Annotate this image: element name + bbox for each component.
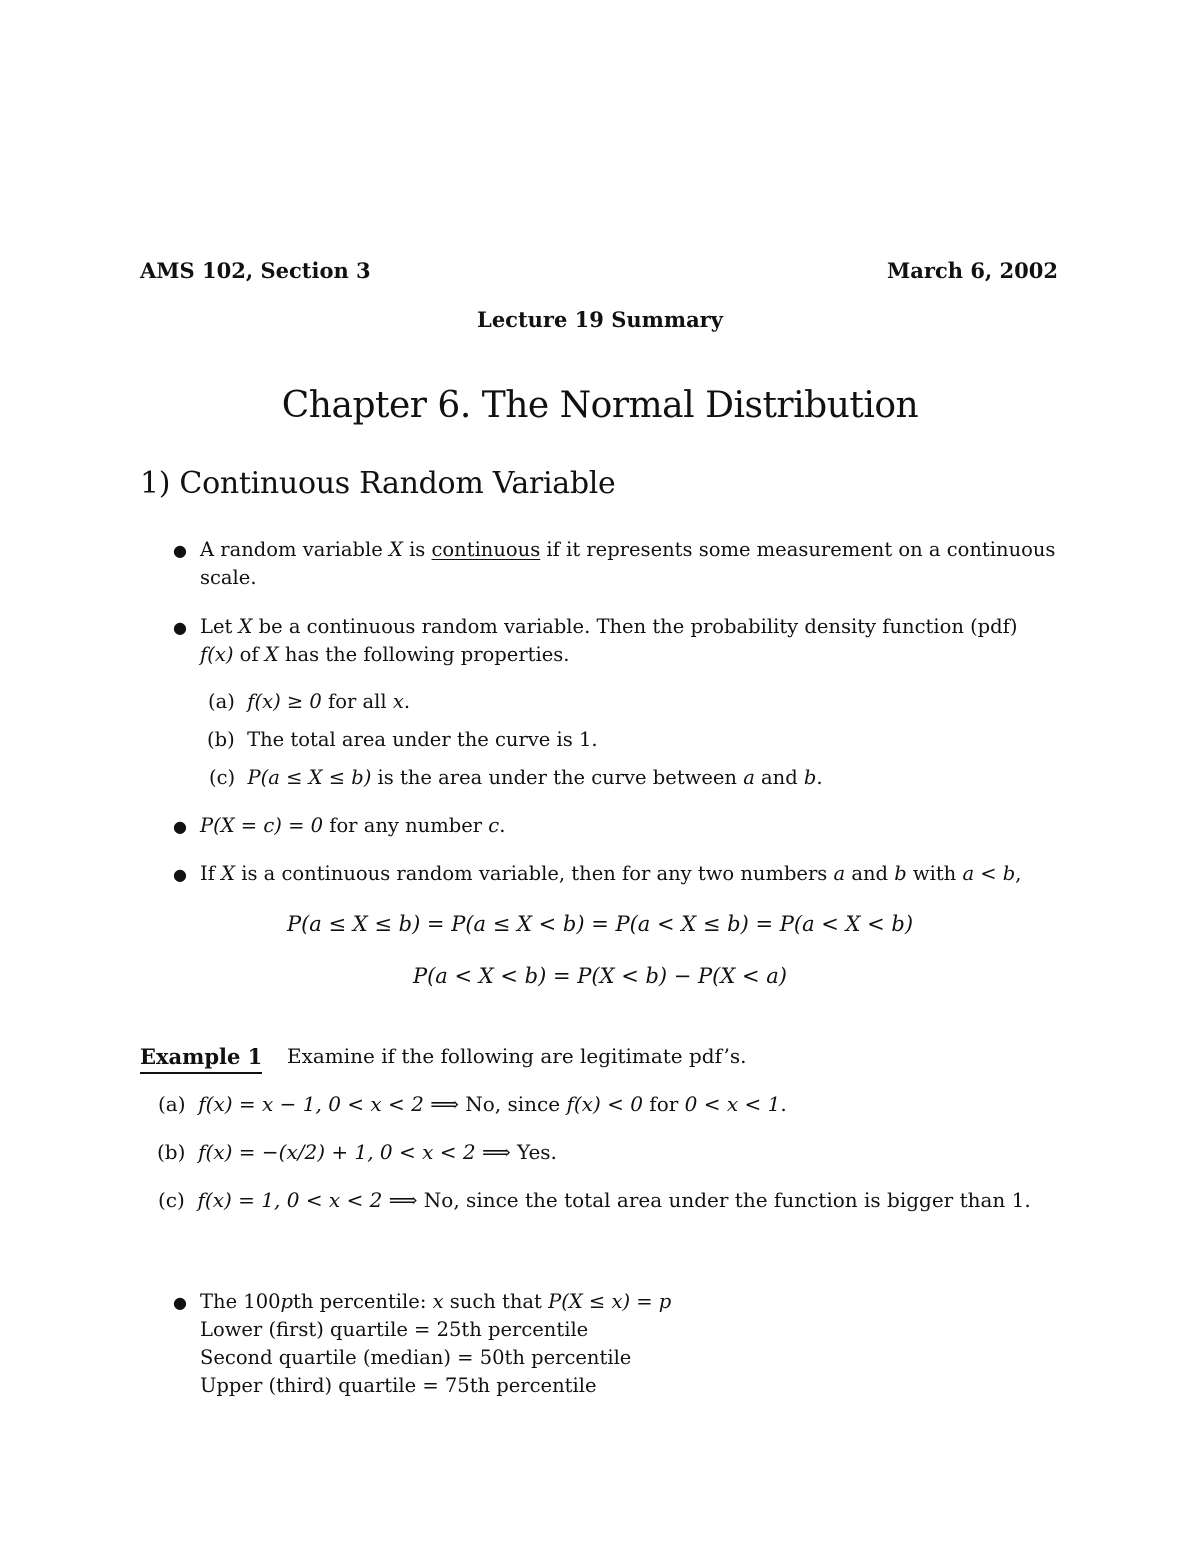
text: th percentile: <box>293 1290 433 1313</box>
bullet-2-line-2 <box>200 643 569 666</box>
item-label: (c) <box>209 766 236 789</box>
bullet-4 <box>200 862 1022 885</box>
text: . <box>816 766 823 789</box>
example-item-a <box>158 1092 787 1116</box>
text: for <box>642 1092 685 1116</box>
text: is a continuous random variable, then for any two numbers <box>235 862 834 885</box>
equation-2: P(a < X < b) = P(X < b) − P(X < a) <box>412 964 787 988</box>
text: No, since <box>458 1092 567 1116</box>
quartile-line: Upper (third) quartile = 75th percentile <box>200 1374 597 1397</box>
text: for any number <box>323 814 489 837</box>
chapter-title: Chapter 6. The Normal Distribution <box>281 385 919 426</box>
item-label: (b) <box>157 1140 186 1164</box>
math-var: X <box>221 862 236 885</box>
math-var: b <box>803 766 817 789</box>
bullet-dot: ● <box>173 817 187 836</box>
text: The total area under the curve is 1. <box>247 728 598 751</box>
property-c <box>209 766 823 789</box>
example-label: Example 1 <box>140 1044 262 1074</box>
text: Yes. <box>510 1140 557 1164</box>
math-expr: P(a ≤ X ≤ b) <box>247 766 372 789</box>
text: and <box>754 766 804 789</box>
item-label: (c) <box>158 1188 185 1212</box>
equation-1: P(a ≤ X ≤ b) = P(a ≤ X < b) = P(a < X ≤ b) = P(a < X < b) <box>286 912 914 936</box>
quartile-line: Lower (first) quartile = 25th percentile <box>200 1318 589 1341</box>
text: and <box>845 862 895 885</box>
bullet-dot: ● <box>173 865 187 884</box>
text: such that <box>443 1290 549 1313</box>
underlined-term: continuous <box>431 538 541 561</box>
math-expr: P(X = c) = 0 <box>200 814 324 837</box>
text: is the area under the curve between <box>371 766 744 789</box>
math-expr: a < b <box>962 862 1016 885</box>
math-var: b <box>894 862 907 885</box>
text: A random variable <box>200 538 389 561</box>
item-label: (a) <box>208 690 235 713</box>
course-header: AMS 102, Section 3 <box>140 258 371 283</box>
text: has the following properties. <box>278 643 570 666</box>
math-var: a <box>743 766 755 789</box>
item-label: (b) <box>207 728 235 751</box>
quartile-line: Second quartile (median) = 50th percentile <box>200 1346 632 1369</box>
math-expr: 0 < x < 1 <box>684 1092 781 1116</box>
example-item-b <box>157 1140 557 1164</box>
math-expr: P(X ≤ x) = p <box>548 1290 672 1313</box>
math-var: X <box>264 643 279 666</box>
bullet-2-line-1 <box>200 615 1017 638</box>
math-expr: f(x) = −(x/2) + 1, 0 < x < 2 ⟹ <box>198 1140 511 1164</box>
section-title: 1) Continuous Random Variable <box>140 466 616 501</box>
math-expr: f(x) <box>200 643 234 666</box>
text: of <box>233 643 265 666</box>
bullet-1-line-2: scale. <box>200 566 257 589</box>
item-label: (a) <box>158 1092 186 1116</box>
math-var: x <box>432 1290 444 1313</box>
text: if it represents some measurement on a continuous <box>540 538 1056 561</box>
text: The 100 <box>200 1290 281 1313</box>
math-var: c <box>488 814 500 837</box>
lecture-title: Lecture 19 Summary <box>477 307 723 332</box>
math-var: X <box>388 538 403 561</box>
math-var: p <box>280 1290 294 1313</box>
bullet-dot: ● <box>173 1293 187 1312</box>
bullet-3 <box>200 814 505 837</box>
text: If <box>200 862 222 885</box>
text: , <box>1015 862 1022 885</box>
math-var: x <box>392 690 404 713</box>
property-b <box>207 728 598 751</box>
math-expr: f(x) = x − 1, 0 < x < 2 ⟹ <box>198 1092 459 1116</box>
math-var: a <box>833 862 846 885</box>
math-var: X <box>238 615 253 638</box>
text: Let <box>200 615 239 638</box>
example-item-c <box>158 1188 1031 1212</box>
text: for all <box>321 690 393 713</box>
text: No, since the total area under the function is bigger than 1. <box>417 1188 1031 1212</box>
text: . <box>403 690 411 713</box>
math-expr: f(x) < 0 <box>566 1092 643 1116</box>
example-prompt: Examine if the following are legitimate pdf’s. <box>287 1044 747 1068</box>
text: . <box>780 1092 787 1116</box>
percentile-definition <box>200 1290 671 1313</box>
text: is <box>402 538 432 561</box>
property-a <box>208 690 410 713</box>
bullet-dot: ● <box>173 618 187 637</box>
bullet-1-line-1 <box>200 538 1055 561</box>
math-expr: f(x) ≥ 0 <box>247 690 322 713</box>
math-expr: f(x) = 1, 0 < x < 2 ⟹ <box>197 1188 418 1212</box>
text: be a continuous random variable. Then the probability density function (pdf) <box>252 615 1018 638</box>
text: . <box>499 814 506 837</box>
text: with <box>906 862 963 885</box>
date-header: March 6, 2002 <box>887 258 1058 283</box>
bullet-dot: ● <box>173 541 187 560</box>
